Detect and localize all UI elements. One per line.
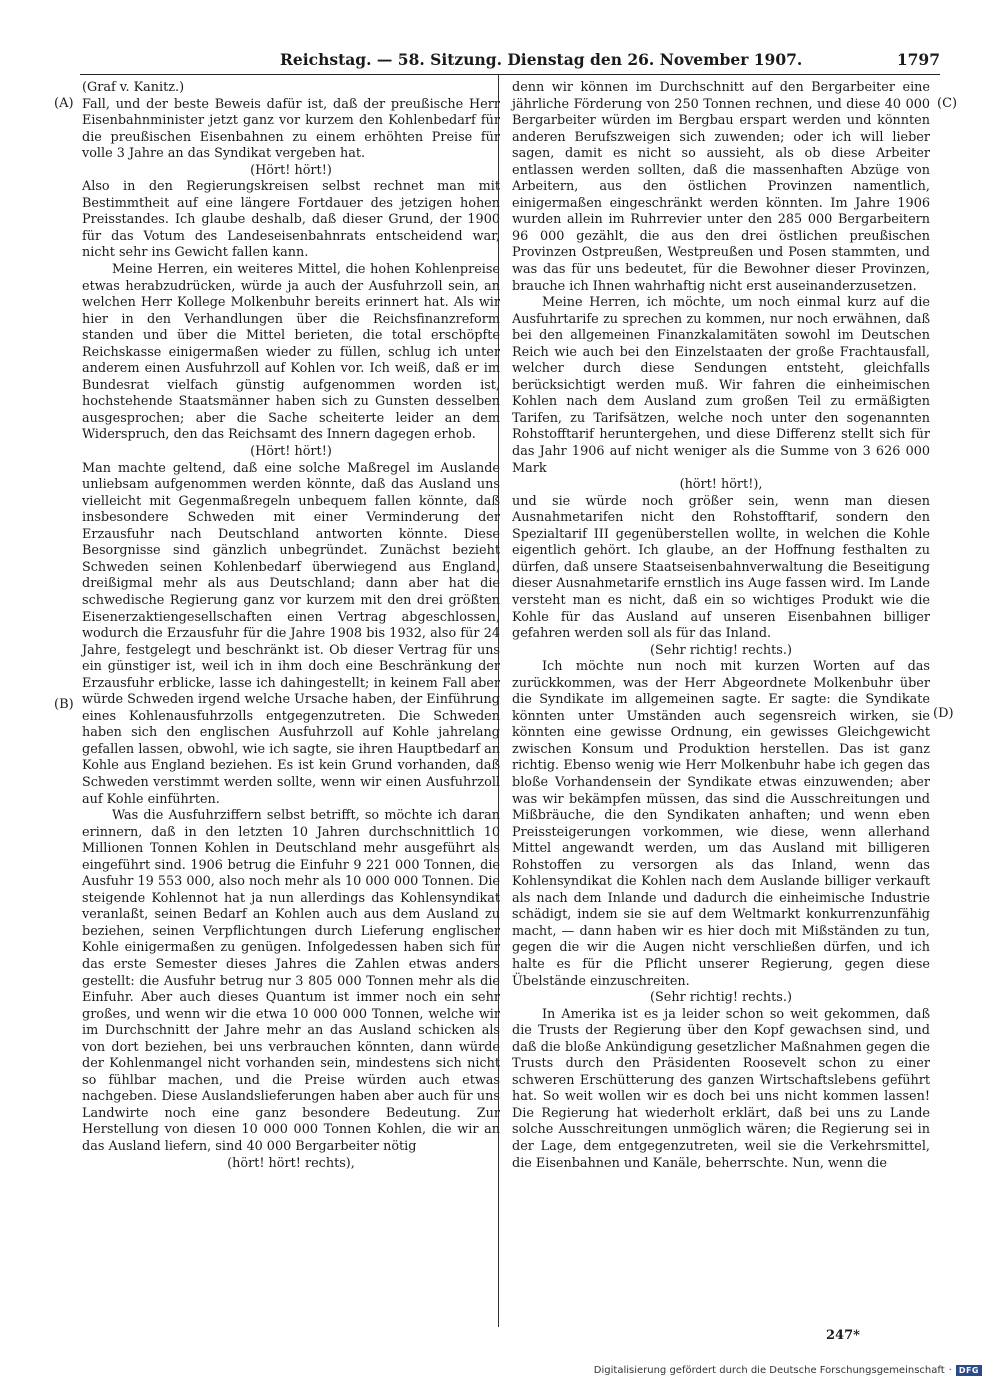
paragraph: Meine Herren, ich möchte, um noch einmal kurz auf die Ausfuhrtarife zu sprechen zu kommen, nur noch erwähnen, daß bei den allgemeinen Finanzkalamitäten sowohl im Deutschen Reich wie auch bei den Einzelstaaten der große Frachtausfall, welcher durch diese Sendungen entsteht, gleichfalls berücksichtigt werden muß. Wir fahren die einheimischen Kohlen nach dem Ausland zum großen Teil zu ermäßigten Tarifen, zu Tarifsätzen, welche noch unter den sogenannten Rohstofftarif heruntergehen, und diese Differenz stellt sich für das Jahr 1906 auf nicht weniger als die Summe von 3 626 000 Mark [512, 295, 930, 476]
interjection: (Sehr richtig! rechts.) [650, 990, 792, 1006]
separator: · [948, 1365, 952, 1376]
margin-letter-d: (D) [933, 706, 954, 721]
interjection: (Hört! hört!) [250, 162, 332, 178]
margin-letter-b: (B) [54, 697, 74, 712]
page-number: 1797 [896, 50, 940, 69]
left-column [82, 80, 500, 1172]
interjection: (Hört! hört!) [250, 444, 332, 460]
dfg-logo: DFG [956, 1365, 982, 1376]
paragraph: Man machte geltend, daß eine solche Maßregel im Auslande unliebsam aufgenommen werden könnte, daß das Ausland uns vielleicht mit Gegenmaßregeln unbequem fallen könnte, daß insbesondere Schweden mit einer Verminderung der Erzausfuhr nach Deutschland antworten könnte. Diese Besorgnisse sind gänzlich unbegründet. Zunächst bezieht Schweden seinen Kohlenbedarf überwiegend aus England, dreißigmal mehr als aus Deutschland; dann aber hat die schwedische Regierung ganz vor kurzem mit den drei größten Eisenerzaktiengesellschaften einen Vertrag abgeschlossen, wodurch die Erzausfuhr für die Jahre 1908 bis 1932, also für 24 Jahre, festgelegt und beschränkt ist. Ob dieser Vertrag für uns ein günstiger ist, weil ich in ihm doch eine Beschränkung der Erzausfuhr erblicke, lasse ich dahingestellt; in keinem Fall aber würde Schweden irgend welche Ursache haben, der Einführung eines Kohlenausfuhrzolls entgegenzutreten. Die Schweden haben sich den englischen Ausfuhrzoll auf Kohle jahrelang gefallen lassen, obwohl, wie ich sagte, sie ihren Hauptbedarf an Kohle aus England beziehen. Es ist kein Grund vorhanden, daß Schweden verstimmt werden sollte, wenn wir einen Ausfuhrzoll auf Kohle einführten. [82, 460, 500, 807]
paragraph: Was die Ausfuhrziffern selbst betrifft, so möchte ich daran erinnern, daß in den letzten 10 Jahren durchschnittlich 10 Millionen Tonnen Kohlen in Deutschland mehr ausgeführt als eingeführt sind. 1906 betrug die Einfuhr 9 221 000 Tonnen, die Ausfuhr 19 553 000, also noch mehr als 10 000 000 Tonnen. Die steigende Kohlennot hat ja nun allerdings das Kohlensyndikat veranlaßt, seinen Bedarf an Kohlen auch aus dem Ausland zu beziehen, seinen Verpflichtungen durch Lieferung englischer Kohle einigermaßen zu genügen. Infolgedessen haben sich für das erste Semester dieses Jahres die Zahlen etwas anders gestellt: die Ausfuhr betrug nur 3 805 000 Tonnen mehr als die Einfuhr. Aber auch dieses Quantum ist immer noch ein sehr großes, und wenn wir die etwa 10 000 000 Tonnen, welche wir im Durchschnitt der Jahre mehr an das Ausland schicken als von dort beziehen, bei uns verbrauchen könnten, dann würde der Kohlenmangel nicht vorhanden sein, mindestens sich nicht so fühlbar machen, und die Preise würden auch etwas nachgeben. Diese Auslandslieferungen haben aber auch für uns Landwirte noch eine ganz besondere Bedeutung. Zur Herstellung von diesen 10 000 000 Tonnen Kohlen, die wir an das Ausland liefern, sind 40 000 Bergarbeiter nötig [82, 808, 500, 1154]
paragraph: Fall, und der beste Beweis dafür ist, daß der preußische Herr Eisenbahnminister jetzt ganz vor kurzem den Kohlenbedarf für die preußischen Eisenbahnen zu einem erhöhten Preise für volle 3 Jahre an das Syndikat vergeben hat. [82, 96, 500, 162]
signature-mark: 247* [826, 1328, 860, 1343]
speaker-attribution: (Graf v. Kanitz.) [82, 80, 185, 95]
interjection: (hört! hört!), [679, 477, 763, 493]
paragraph: In Amerika ist es ja leider schon so weit gekommen, daß die Trusts der Regierung über den Kopf gewachsen sind, und daß die bloße Ankündigung gesetzlicher Maßnahmen gegen die Trusts durch den Präsidenten Roosevelt schon zu einer schweren Erschütterung des ganzen Wirtschaftslebens geführt hat. So weit wollen wir es doch bei uns nicht kommen lassen! Die Regierung hat wiederholt erklärt, daß bei uns zu Lande solche Ausschreitungen unmöglich wären; die Regierung sei in der Lage, dem entgegenzutreten, weil sie die Verkehrsmittel, die Eisenbahnen und Kanäle, beherrschte. Nun, wenn die [512, 1006, 930, 1171]
paragraph: denn wir können im Durchschnitt auf den Bergarbeiter eine jährliche Förderung von 250 Tonnen rechnen, und diese 40 000 Bergarbeiter würden im Bergbau erspart werden und könnten anderen Berufszweigen sich zuwenden; oder ich will lieber sagen, damit es nicht so aussieht, als ob diese Arbeiter entlassen werden sollten, daß die massenhaften Abzüge von Arbeitern, aus den östlichen Provinzen namentlich, einigermaßen eingeschränkt werden könnten. Im Jahre 1906 wurden allein im Ruhrrevier unter den 285 000 Bergarbeitern 96 000 gezählt, die aus den drei östlichen preußischen Provinzen Ostpreußen, Westpreußen und Posen stammten, und was das für uns bedeutet, für die Bewohner dieser Provinzen, brauche ich Ihnen wahrhaftig nicht erst auseinanderzusetzen. [512, 80, 930, 294]
paragraph: Ich möchte nun noch mit kurzen Worten auf das zurückkommen, was der Herr Abgeordnete Molkenbuhr über die Syndikate im allgemeinen sagte. Er sagte: die Syndikate könnten unter Umständen auch segensreich wirken, sie könnten eine gewisse Ordnung, ein gewisses Gleichgewicht zwischen Konsum und Produktion herstellen. Das ist ganz richtig. Ebenso wenig wie Herr Molkenbuhr habe ich gegen das bloße Vorhandensein der Syndikate etwas einzuwenden; aber was wir bekämpfen müssen, das sind die Ausschreitungen und Mißbräuche, die den Syndikaten anhaften; und wenn eben Preissteigerungen vorkommen, wie diese, wenn allerhand Mittel angewandt werden, um das Ausland mit billigeren Rohstoffen zu versorgen als das Inland, wenn das Kohlensyndikat die Kohlen nach dem Auslande billiger verkauft als nach dem Inlande und dadurch die einheimische Industrie schädigt, indem sie sie auf dem Weltmarkt konkurrenzunfähig macht, — dann haben wir es hier doch mit Mißständen zu tun, gegen die wir die Augen nicht verschließen dürfen, und ich halte es für die Pflicht unserer Regierung, gegen diese Übelstände einzuschreiten. [512, 659, 930, 989]
interjection: (hört! hört! rechts), [227, 1155, 355, 1171]
paragraph: und sie würde noch größer sein, wenn man diesen Ausnahmetarifen nicht den Rohstofftarif, sondern den Spezialtarif III gegenüberstellen wollte, in welchen die Kohle eigentlich gehört. Ich glaube, an der Hoffnung festhalten zu dürfen, daß unsere Staatseisenbahnverwaltung die Beseitigung dieser Ausnahmetarife ernstlich ins Auge fassen wird. Im Lande versteht man es nicht, daß ein so wichtiges Produkt wie die Kohle für das Ausland auf unseren Eisenbahnen billiger gefahren werden soll als für das Inland. [512, 493, 930, 642]
paragraph: Also in den Regierungskreisen selbst rechnet man mit Bestimmtheit auf eine längere Fortdauer des jetzigen hohen Preisstandes. Ich glaube deshalb, daß dieser Grund, der 1900 für das Votum des Landeseisenbahnrats entscheidend war, nicht sehr ins Gewicht fallen kann. [82, 179, 500, 261]
paragraph: Meine Herren, ein weiteres Mittel, die hohen Kohlenpreise etwas herabzudrücken, würde ja auch der Ausfuhrzoll sein, an welchen Herr Kollege Molkenbuhr bereits erinnert hat. Als wir hier in den Verhandlungen über die Reichsfinanzreform standen und über die Mittel berieten, die total erschöpfte Reichskasse einigermaßen wieder zu füllen, schlug ich unter anderem einen Ausfuhrzoll auf Kohlen vor. Ich weiß, daß er im Bundesrat vielfach günstig aufgenommen worden ist, hochstehende Staatsmänner haben sich zu Gunsten desselben ausgesprochen; aber die Sache scheiterte leider an dem Widerspruch, den das Reichsamt des Innern dagegen erhob. [82, 262, 500, 443]
credit-text: Digitalisierung gefördert durch die Deutsche Forschungsgemeinschaft [593, 1365, 945, 1376]
right-column [512, 80, 930, 1172]
margin-letter-a: (A) [54, 96, 74, 111]
running-header [80, 50, 940, 75]
interjection: (Sehr richtig! rechts.) [650, 642, 792, 658]
margin-letter-c: (C) [937, 96, 958, 111]
digitization-credit [594, 1365, 982, 1376]
running-title: Reichstag. — 58. Sitzung. Dienstag den 26. November 1907. [280, 50, 803, 69]
